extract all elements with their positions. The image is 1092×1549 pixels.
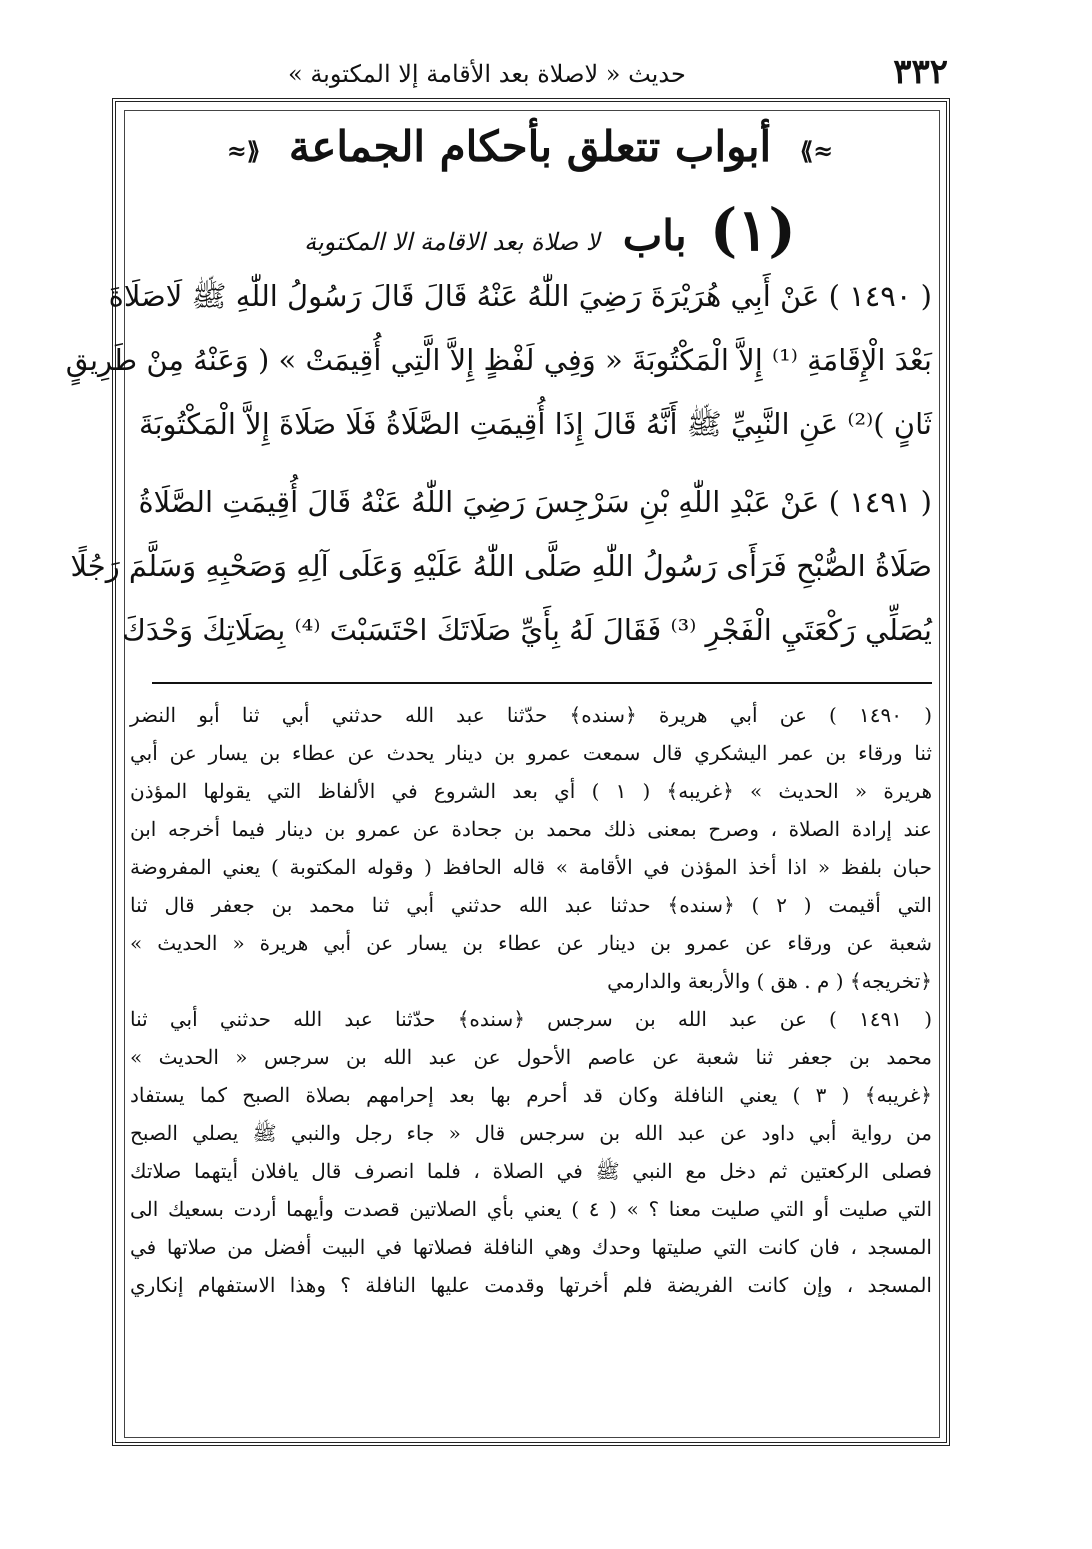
hadith-line: صَلَاةُ الصُّبْحِ فَرَأَى رَسُولُ اللّٰهِ صَلَّى اللّٰهُ عَلَيْهِ وَعَلَى آلِهِ وَصَحْبِهِ وَسَلَّمَ رَجُلًا xyxy=(70,549,932,583)
bab-word: باب xyxy=(622,211,687,260)
ornament-left: ⟪≈ xyxy=(226,135,261,165)
hadith-text xyxy=(65,264,932,662)
running-head xyxy=(108,52,948,98)
footnote-line: من رواية أبي داود عن عبد الله بن سرجس قال « جاء رجل والنبي ﷺ يصلي الصبح xyxy=(130,1121,932,1145)
footnote-line: حبان بلفظ « اذا أخذ المؤذن في الأقامة » قاله الحافظ ( وقوله المكتوبة ) يعني المفروضة xyxy=(130,855,932,879)
footnote-line: فصلى الركعتين ثم دخل مع النبي ﷺ في الصلاة ، فلما انصرف قال يافلان أيتهما صلاتك xyxy=(130,1159,932,1183)
page-number: ٣٣٢ xyxy=(893,52,948,92)
bab-heading xyxy=(220,196,880,264)
hadith-line: ( ١٤٩٠ ) عَنْ أَبِي هُرَيْرَةَ رَضِيَ اللّٰهُ عَنْهُ قَالَ قَالَ رَسُولُ اللّٰهِ ﷺ لَاصَلَاةَ xyxy=(108,279,932,313)
footnote-line: المسجد ، وإن كانت الفريضة فلم أخرتها وقدمت عليها النافلة ؟ وهذا الاستفهام إنكاري xyxy=(130,1273,932,1297)
footnote-separator xyxy=(152,682,932,684)
bab-number: (١) xyxy=(709,196,796,264)
hadith-line: يُصَلِّي رَكْعَتَيِ الْفَجْرِ ⁽³⁾ فَقَالَ لَهُ بِأَيِّ صَلَاتَكَ احْتَسَبْتَ ⁽⁴⁾ بِصَلَاتِكَ وَحْدَكَ xyxy=(122,613,932,647)
footnote-line: ﴿تخريجه﴾ ( م . هق ) والأربعة والدارمي xyxy=(607,969,932,993)
footnote-line: التي أقيمت ( ٢ ) ﴿سنده﴾ حدثنا عبد الله حدثني أبي ثنا محمد بن جعفر قال ثنا xyxy=(130,893,932,917)
bab-title: لا صلاة بعد الاقامة الا المكتوبة xyxy=(304,228,600,256)
footnote-line: عند إرادة الصلاة ، وصرح بمعنى ذلك محمد بن جحادة عن عمرو بن دينار فيما أخرجه ابن xyxy=(130,817,932,841)
hadith-line: بَعْدَ الْإِقَامَةِ ⁽¹⁾ إِلاَّ الْمَكْتُوبَةَ « وَفِي لَفْظٍ إِلاَّ الَّتِي أُقِيمَتْ » ( وَعَنْهُ مِنْ طَرِيقٍ xyxy=(65,343,932,377)
footnote-line: محمد بن جعفر ثنا شعبة عن عاصم الأحول عن عبد الله بن سرجس « الحديث » xyxy=(130,1045,933,1069)
hadith-line: ( ١٤٩١ ) عَنْ عَبْدِ اللّٰهِ بْنِ سَرْجِسَ رَضِيَ اللّٰهُ عَنْهُ قَالَ أُقِيمَتِ الصَّلَاةُ xyxy=(138,485,932,519)
footnote-line: ﴿غريبه﴾ ( ٣ ) يعني النافلة وكان قد أحرم بها بعد إحرامهم بصلاة الصبح كما يستفاد xyxy=(130,1083,932,1107)
footnote-line: ( ١٤٩٠ ) عن أبي هريرة ﴿سنده﴾ حدّثنا عبد الله حدثني أبي ثنا أبو النضر xyxy=(130,703,932,727)
hadith-line: ثَانٍ )⁽²⁾ عَنِ النَّبِيِّ ﷺ أَنَّهُ قَالَ إِذَا أُقِيمَتِ الصَّلَاةُ فَلَا صَلَاةَ إِلاَّ الْمَكْتُوبَةَ xyxy=(138,407,932,441)
footnotes xyxy=(130,696,932,1304)
footnote-line: شعبة عن ورقاء عن عمرو بن دينار عن عطاء بن يسار عن أبي هريرة « الحديث » xyxy=(130,931,932,955)
chapter-title-text: أبواب تتعلق بأحكام الجماعة xyxy=(288,122,772,171)
footnote-line: المسجد ، فان كانت التي صليتها وحدك وهي النافلة فصلاتها في البيت أفضل من صلاتها في xyxy=(130,1235,932,1259)
chapter-title xyxy=(120,122,940,171)
footnote-line: ثنا ورقاء بن عمر اليشكري قال سمعت عمرو بن دينار يحدث عن عطاء بن يسار عن أبي xyxy=(130,741,932,765)
footnote-line: ( ١٤٩١ ) عن عبد الله بن سرجس ﴿سنده﴾ حدّثنا عبد الله حدثني أبي ثنا xyxy=(130,1007,932,1031)
footnote-line: التي صليت أو التي صليت معنا ؟ » ( ٤ ) يعني بأي الصلاتين قصدت وأيهما أردت بسعيك الى xyxy=(130,1197,932,1221)
footnote-line: هريرة « الحديث » ﴿غريبه﴾ ( ١ ) أي بعد الشروع في الألفاظ التي يقولها المؤذن xyxy=(130,779,932,803)
running-title: حديث « لاصلاة بعد الأقامة إلا المكتوبة » xyxy=(288,60,686,88)
ornament-right: ≈⟫ xyxy=(799,135,834,165)
